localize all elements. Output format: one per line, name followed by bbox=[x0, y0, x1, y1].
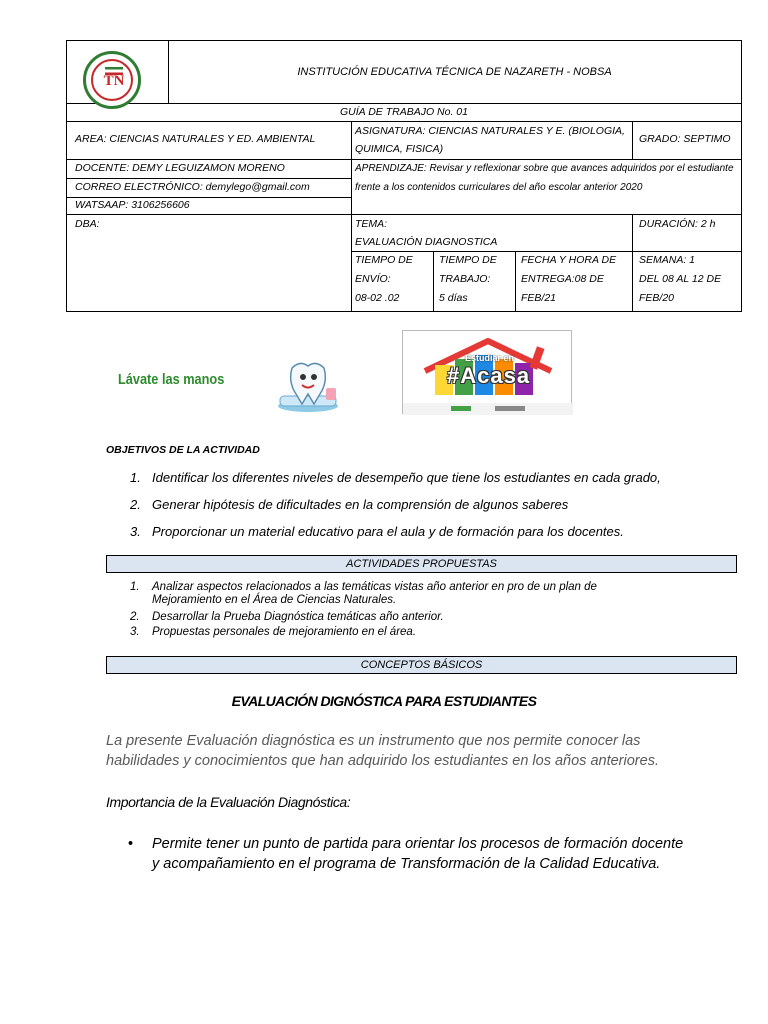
institution-name: INSTITUCIÓN EDUCATIVA TÉCNICA DE NAZARETH - NOBSA bbox=[297, 66, 612, 78]
study-home-main-text: #Acasa bbox=[447, 363, 531, 388]
study-home-top-text: Estudiar en bbox=[465, 353, 515, 363]
guide-number: GUÍA DE TRABAJO No. 01 bbox=[340, 106, 468, 118]
topic: EVALUACIÓN DIAGNOSTICA bbox=[355, 236, 498, 248]
objective-number: 2. bbox=[130, 497, 141, 512]
activity-number: 3. bbox=[130, 626, 140, 638]
bullet-line: Permite tener un punto de partida para orientar los procesos de formación docente bbox=[152, 836, 684, 852]
topic-label: TEMA: bbox=[355, 218, 388, 230]
activity-line: Desarrollar la Prueba Diagnóstica temáticas año anterior. bbox=[152, 611, 444, 623]
study-at-home-logo bbox=[402, 330, 572, 414]
bullet-dot: • bbox=[128, 836, 134, 852]
delivery-2: ENTREGA:08 DE bbox=[521, 273, 604, 285]
concepts-heading: EVALUACIÓN DIGNÓSTICA PARA ESTUDIANTES bbox=[231, 693, 537, 709]
delivery-1: FECHA Y HORA DE bbox=[521, 254, 617, 266]
objective-number: 3. bbox=[130, 524, 141, 539]
work-time-3: 5 días bbox=[439, 292, 468, 304]
concepts-paragraph bbox=[106, 731, 746, 771]
activity-item bbox=[130, 611, 712, 624]
paragraph-line: habilidades y conocimientos que han adquirido los estudiantes en los años anteriores. bbox=[106, 753, 659, 769]
send-time-3: 08-02 .02 bbox=[355, 292, 400, 304]
learning-line1: APRENDIZAJE: Revisar y reflexionar sobre que avances adquiridos por el estudiante bbox=[355, 163, 734, 174]
duration: DURACIÓN: 2 h bbox=[639, 218, 716, 230]
week-2: DEL 08 AL 12 DE bbox=[639, 273, 722, 285]
teacher: DOCENTE: DEMY LEGUIZAMON MORENO bbox=[75, 162, 285, 174]
activity-number: 1. bbox=[130, 581, 140, 593]
send-time-2: ENVÍO: bbox=[355, 273, 391, 285]
objective-text: Generar hipótesis de dificultades en la comprensión de algunos saberes bbox=[152, 497, 569, 512]
paragraph-line: La presente Evaluación diagnóstica es un instrumento que nos permite conocer las bbox=[106, 733, 641, 749]
activities-banner: ACTIVIDADES PROPUESTAS bbox=[106, 555, 737, 573]
activity-line: Propuestas personales de mejoramiento en el área. bbox=[152, 626, 417, 638]
subject-line1: ASIGNATURA: CIENCIAS NATURALES Y E. (BIOLOGIA, bbox=[355, 125, 625, 137]
importance-heading: Importancia de la Evaluación Diagnóstica: bbox=[106, 794, 351, 810]
activity-line: Mejoramiento en el Área de Ciencias Naturales. bbox=[152, 594, 397, 606]
grade: GRADO: SEPTIMO bbox=[639, 133, 731, 145]
work-time-2: TRABAJO: bbox=[439, 273, 491, 285]
logo-text: TN bbox=[103, 73, 125, 89]
school-logo bbox=[83, 51, 141, 109]
delivery-3: FEB/21 bbox=[521, 292, 557, 304]
activity-number: 2. bbox=[130, 611, 140, 623]
learning-line2: frente a los contenidos curriculares del año escolar anterior 2020 bbox=[355, 182, 643, 193]
dba: DBA: bbox=[75, 218, 100, 230]
activity-item bbox=[130, 626, 712, 639]
whatsapp: WATSAAP: 3106256606 bbox=[75, 199, 190, 211]
objective-number: 1. bbox=[130, 470, 141, 485]
subject-line2: QUIMICA, FISICA) bbox=[355, 143, 444, 155]
activity-line: Analizar aspectos relacionados a las temáticas vistas año anterior en pro de un plan de bbox=[152, 581, 597, 593]
email: CORREO ELECTRÓNICO: demylego@gmail.com bbox=[75, 181, 310, 193]
objective-text: Identificar los diferentes niveles de desempeño que tiene los estudiantes en cada grado, bbox=[152, 470, 661, 485]
objective-item bbox=[130, 497, 569, 512]
objective-item bbox=[130, 524, 624, 539]
importance-bullet bbox=[152, 834, 752, 874]
tooth-washing-illustration bbox=[274, 360, 342, 414]
send-time-1: TIEMPO DE bbox=[355, 254, 413, 266]
area: AREA: CIENCIAS NATURALES Y ED. AMBIENTAL bbox=[75, 133, 316, 145]
week-1: SEMANA: 1 bbox=[639, 254, 696, 266]
week-3: FEB/20 bbox=[639, 292, 675, 304]
wash-hands-text: Lávate las manos bbox=[118, 371, 225, 388]
concepts-banner: CONCEPTOS BÁSICOS bbox=[106, 656, 737, 674]
objective-text: Proporcionar un material educativo para el aula y de formación para los docentes. bbox=[152, 524, 624, 539]
work-time-1: TIEMPO DE bbox=[439, 254, 497, 266]
objectives-title: OBJETIVOS DE LA ACTIVIDAD bbox=[106, 444, 260, 456]
objective-item bbox=[130, 470, 661, 485]
header-table bbox=[66, 40, 742, 312]
bullet-line: y acompañamiento en el programa de Transformación de la Calidad Educativa. bbox=[152, 856, 661, 872]
activity-item bbox=[130, 581, 712, 607]
